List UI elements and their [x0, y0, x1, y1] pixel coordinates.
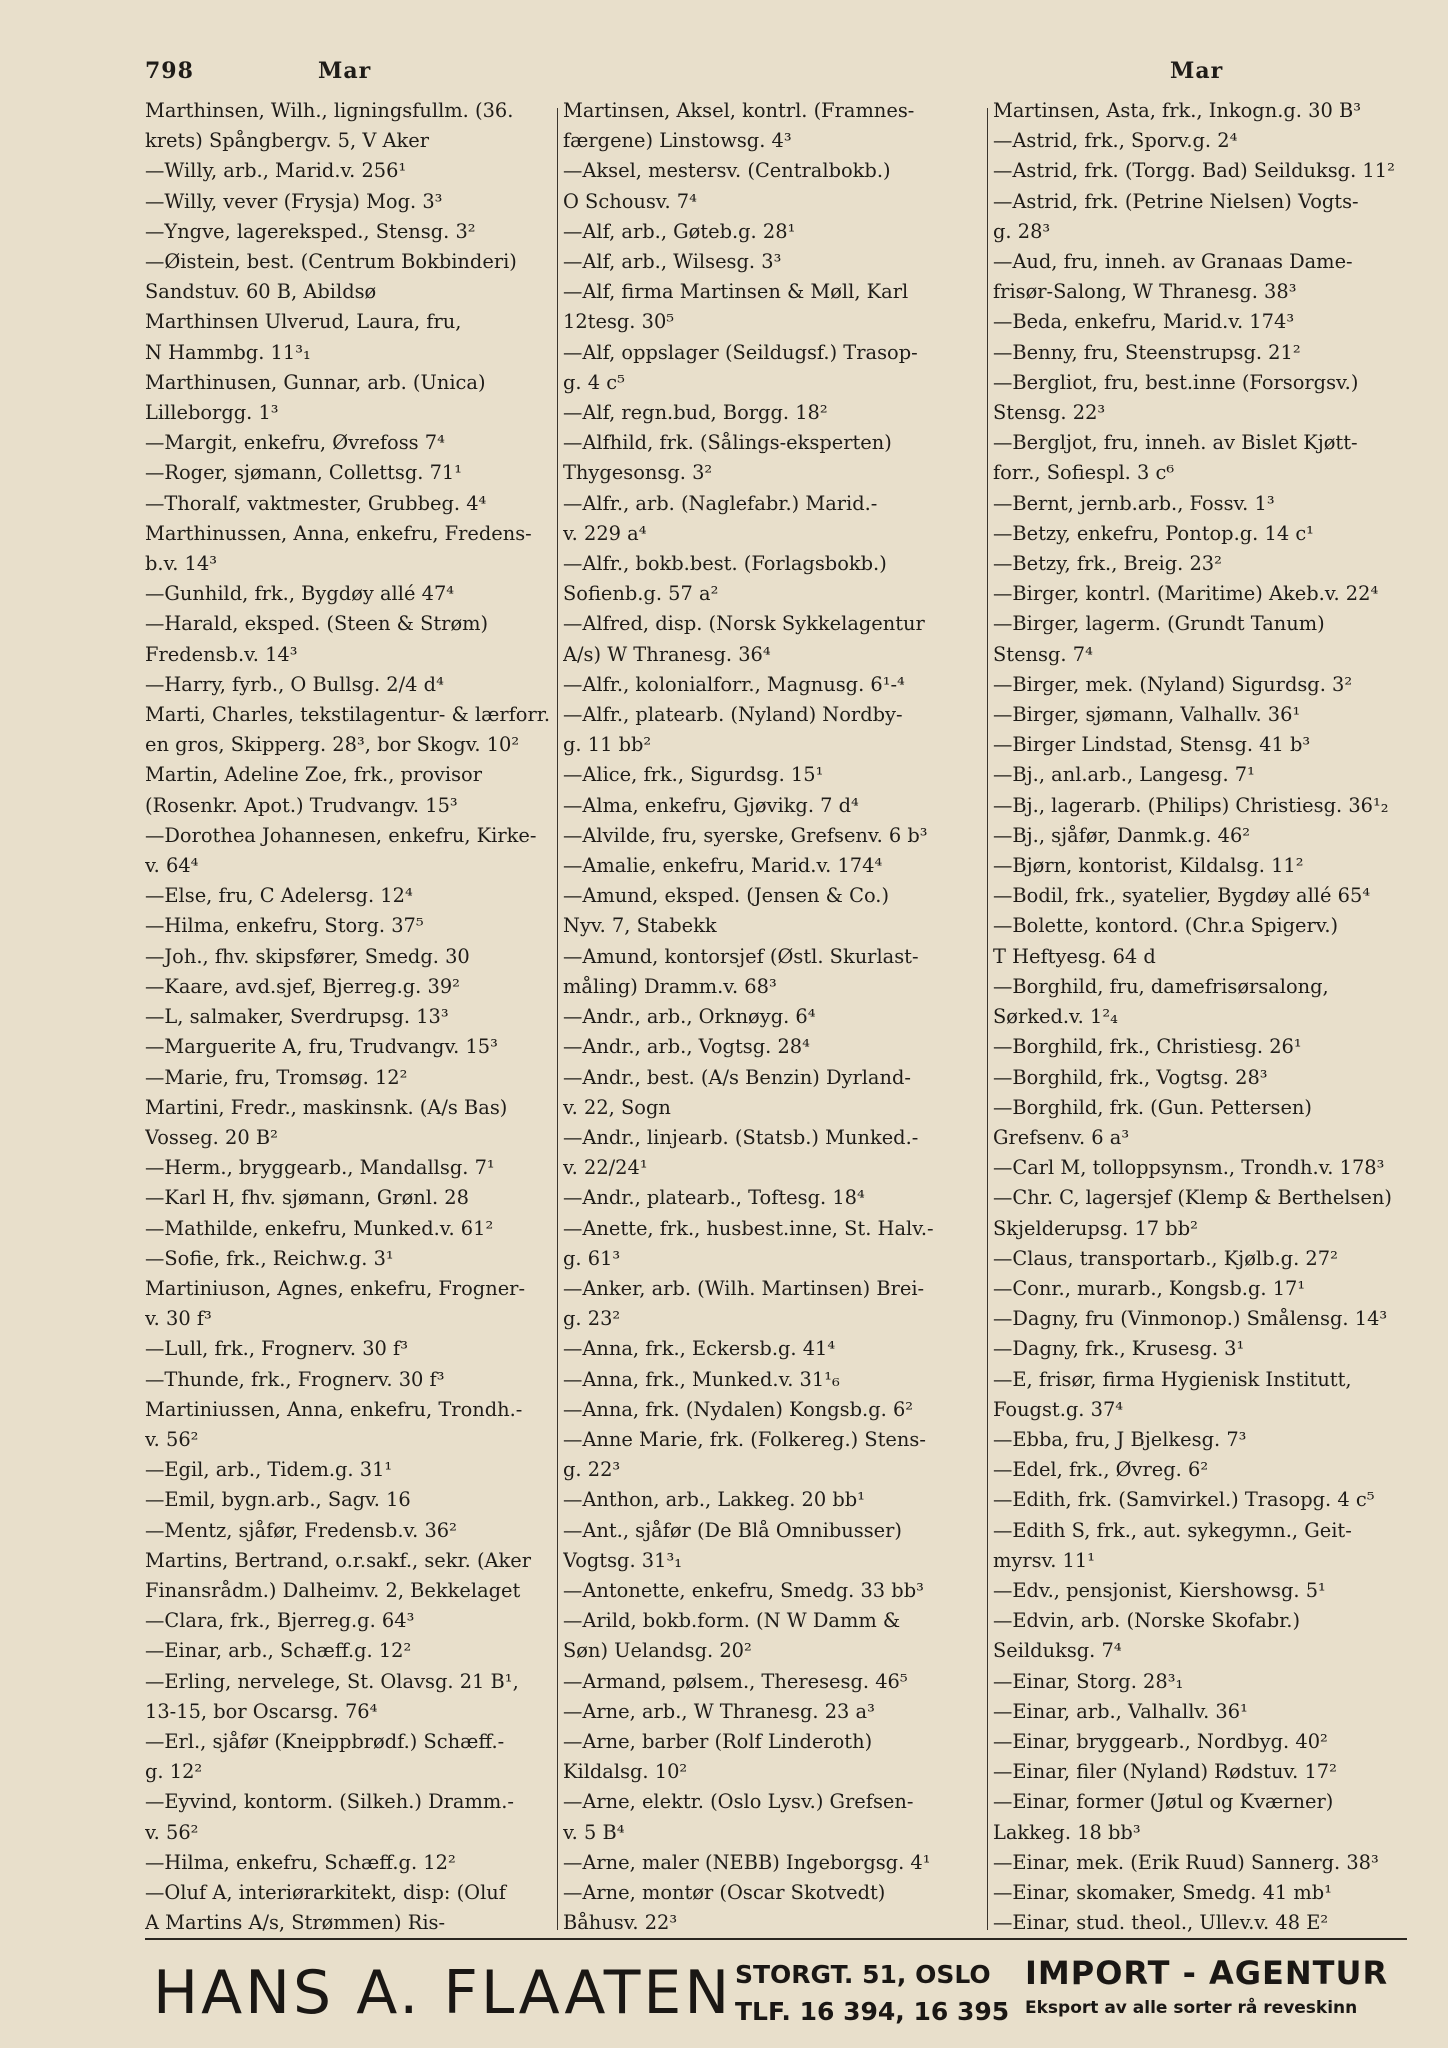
directory-entry-line: —Edel, frk., Øvreg. 6² [993, 1458, 1209, 1482]
directory-entry-line: færgene) Linstowsg. 4³ [563, 129, 792, 153]
directory-entry-line: Nyv. 7, Stabekk [563, 914, 717, 938]
directory-entry-line: —Edith S, frk., aut. sykegymn., Geit- [993, 1518, 1352, 1542]
directory-entry-line: —Borghild, fru, damefrisørsalong, [993, 974, 1329, 998]
directory-entry-line: —Oluf A, interiørarkitekt, disp: (Oluf [145, 1880, 506, 1904]
column-3 [993, 96, 1407, 1934]
directory-entry-line: —Dorothea Johannesen, enkefru, Kirke- [145, 823, 537, 847]
directory-entry-line: måling) Dramm.v. 68³ [563, 974, 777, 998]
directory-entry-line: —Einar, stud. theol., Ullev.v. 48 E² [993, 1911, 1329, 1934]
directory-entry-line: v. 22, Sogn [563, 1095, 671, 1119]
directory-entry-line: —Bj., sjåfør, Danmk.g. 46² [993, 823, 1251, 847]
running-title-right: Mar [1170, 58, 1224, 84]
directory-entry-line: —Aksel, mestersv. (Centralbokb.) [563, 159, 891, 183]
directory-entry-line: —Anna, frk., Munked.v. 31¹₆ [563, 1367, 840, 1391]
directory-entry-line: —Arild, bokb.form. (N W Damm & [563, 1609, 901, 1633]
directory-entry-line: —Ant., sjåfør (De Blå Omnibusser) [563, 1518, 902, 1542]
directory-entry-line: —Betzy, frk., Breig. 23² [993, 552, 1222, 576]
directory-entry-line: —Willy, vever (Frysja) Mog. 3³ [145, 189, 443, 213]
directory-entry-line: —Benny, fru, Steenstrupsg. 21² [993, 340, 1301, 364]
directory-entry-line: —Alma, enkefru, Gjøvikg. 7 d⁴ [563, 793, 859, 817]
directory-entry-line: —Margit, enkefru, Øvrefoss 7⁴ [145, 431, 445, 455]
directory-entry-line: v. 5 B⁴ [563, 1820, 625, 1844]
directory-entry-line: g. 23² [563, 1307, 621, 1331]
directory-entry-line: Seilduksg. 7⁴ [993, 1639, 1122, 1663]
directory-entry-line: —Bj., anl.arb., Langesg. 7¹ [993, 763, 1255, 787]
directory-entry-line: Lilleborgg. 1³ [145, 401, 279, 425]
directory-entry-line: T Heftyesg. 64 d [993, 944, 1156, 968]
directory-entry-line: —Erling, nervelege, St. Olavsg. 21 B¹, [145, 1669, 519, 1693]
directory-entry-line: myrsv. 11¹ [993, 1548, 1095, 1572]
directory-entry-line: Martini, Fredr., maskinsnk. (A/s Bas) [145, 1095, 508, 1119]
page-number: 798 [145, 58, 194, 84]
directory-entry-line: —Armand, pølsem., Theresesg. 46⁵ [563, 1669, 908, 1693]
directory-entry-line: —Bernt, jernb.arb., Fossv. 1³ [993, 491, 1275, 515]
directory-entry-line: —Alice, frk., Sigurdsg. 15¹ [563, 763, 824, 787]
directory-entry-line: —L, salmaker, Sverdrupsg. 13³ [145, 1005, 449, 1029]
directory-entry-line: v. 30 f³ [145, 1307, 212, 1331]
directory-entry-line: —Bodil, frk., syatelier, Bygdøy allé 65⁴ [993, 884, 1371, 908]
directory-entry-line: —Einar, filer (Nyland) Rødstuv. 17² [993, 1760, 1337, 1784]
directory-entry-line: —Herm., bryggearb., Mandallsg. 7¹ [145, 1156, 495, 1180]
directory-entry-line: Båhusv. 22³ [563, 1911, 678, 1934]
advert-import: IMPORT - AGENTUR [1025, 1954, 1389, 1992]
directory-entry-line: g. 22³ [563, 1458, 621, 1482]
directory-entry-line: —Anna, frk. (Nydalen) Kongsb.g. 6² [563, 1397, 914, 1421]
directory-entry-line: Martiniuson, Agnes, enkefru, Frogner- [145, 1276, 526, 1300]
directory-entry-line: Søn) Uelandsg. 20² [563, 1639, 752, 1663]
directory-entry-line: Stensg. 7⁴ [993, 642, 1093, 666]
directory-entry-line: Sofienb.g. 57 a² [563, 582, 719, 606]
directory-entry-line: —Bjørn, kontorist, Kildalsg. 11² [993, 854, 1304, 878]
directory-entry-line: —Birger, lagerm. (Grundt Tanum) [993, 612, 1325, 636]
directory-entry-line: —Joh., fhv. skipsfører, Smedg. 30 [145, 944, 470, 968]
directory-entry-line: —Birger, sjømann, Valhallv. 36¹ [993, 703, 1301, 727]
directory-entry-line: Martins, Bertrand, o.r.sakf., sekr. (Aker [145, 1548, 532, 1572]
directory-entry-line: —Einar, bryggearb., Nordbyg. 40² [993, 1729, 1328, 1753]
directory-entry-line: —Bj., lagerarb. (Philips) Christiesg. 36¹₂ [993, 793, 1389, 817]
advert-address: STORGT. 51, OSLO [735, 1960, 991, 1989]
directory-entry-line: g. 28³ [993, 219, 1051, 243]
directory-entry-line: b.v. 14³ [145, 552, 218, 576]
column-divider [557, 108, 558, 1930]
directory-entry-line: Marti, Charles, tekstilagentur- & lærforr. [145, 703, 551, 727]
directory-entry-line: —E, frisør, firma Hygienisk Institutt, [993, 1367, 1352, 1391]
directory-entry-line: —Aud, fru, inneh. av Granaas Dame- [993, 250, 1353, 274]
directory-entry-line: v. 229 a⁴ [563, 521, 647, 545]
directory-entry-line: —Lull, frk., Frognerv. 30 f³ [145, 1337, 408, 1361]
directory-entry-line: Kildalsg. 10² [563, 1760, 688, 1784]
directory-entry-line: —Alfred, disp. (Norsk Sykkelagentur [563, 612, 925, 636]
directory-entry-line: Sørked.v. 1²₄ [993, 1005, 1118, 1029]
directory-entry-line: —Marie, fru, Tromsøg. 12² [145, 1065, 408, 1089]
directory-entry-line: —Thunde, frk., Frognerv. 30 f³ [145, 1367, 445, 1391]
directory-entry-line: —Andr., best. (A/s Benzin) Dyrland- [563, 1065, 911, 1089]
directory-entry-line: —Bergliot, fru, best.inne (Forsorgsv.) [993, 370, 1359, 394]
directory-entry-line: —Alf, arb., Wilsesg. 3³ [563, 250, 782, 274]
advert-company: HANS A. FLAATEN [153, 1958, 733, 2028]
directory-entry-line: —Else, fru, C Adelersg. 12⁴ [145, 884, 413, 908]
directory-entry-line: g. 4 c⁵ [563, 370, 625, 394]
directory-entry-line: —Eyvind, kontorm. (Silkeh.) Dramm.- [145, 1790, 514, 1814]
directory-entry-line: g. 11 bb² [563, 733, 652, 757]
directory-entry-line: —Thoralf, vaktmester, Grubbeg. 4⁴ [145, 491, 487, 515]
directory-entry-line: —Kaare, avd.sjef, Bjerreg.g. 39² [145, 974, 460, 998]
column-2 [563, 96, 983, 1934]
directory-entry-line: v. 64⁴ [145, 854, 199, 878]
directory-entry-line: —Arne, arb., W Thranesg. 23 a³ [563, 1699, 875, 1723]
directory-entry-line: Marthinussen, Anna, enkefru, Fredens- [145, 521, 532, 545]
directory-entry-line: frisør-Salong, W Thranesg. 38³ [993, 280, 1297, 304]
directory-entry-line: —Astrid, frk., Sporv.g. 2⁴ [993, 129, 1238, 153]
directory-entry-line: —Einar, Storg. 28³₁ [993, 1669, 1184, 1693]
directory-entry-line: —Edith, frk. (Samvirkel.) Trasopg. 4 c⁵ [993, 1488, 1375, 1512]
directory-entry-line: —Mentz, sjåfør, Fredensb.v. 36² [145, 1518, 457, 1542]
directory-entry-line: —Alfr., arb. (Naglefabr.) Marid.- [563, 491, 878, 515]
directory-entry-line: g. 12² [145, 1760, 203, 1784]
directory-entry-line: —Antonette, enkefru, Smedg. 33 bb³ [563, 1578, 924, 1602]
directory-entry-line: —Andr., arb., Orknøyg. 6⁴ [563, 1005, 816, 1029]
directory-entry-line: —Borghild, frk., Vogtsg. 28³ [993, 1065, 1268, 1089]
directory-entry-line: —Anthon, arb., Lakkeg. 20 bb¹ [563, 1488, 865, 1512]
directory-entry-line: —Beda, enkefru, Marid.v. 174³ [993, 310, 1295, 334]
directory-entry-line: —Anna, frk., Eckersb.g. 41⁴ [563, 1337, 836, 1361]
directory-entry-line: —Arne, barber (Rolf Linderoth) [563, 1729, 873, 1753]
directory-entry-line: O Schousv. 7⁴ [563, 189, 697, 213]
directory-entry-line: v. 56² [145, 1427, 199, 1451]
directory-entry-line: —Amalie, enkefru, Marid.v. 174⁴ [563, 854, 883, 878]
directory-entry-line: —Birger, kontrl. (Maritime) Akeb.v. 22⁴ [993, 582, 1379, 606]
directory-entry-line: 12tesg. 30⁵ [563, 310, 675, 334]
directory-entry-line: —Anette, frk., husbest.inne, St. Halv.- [563, 1216, 934, 1240]
directory-entry-line: —Conr., murarb., Kongsb.g. 17¹ [993, 1276, 1306, 1300]
directory-entry-line: —Amund, kontorsjef (Østl. Skurlast- [563, 944, 919, 968]
directory-entry-line: —Birger, mek. (Nyland) Sigurdsg. 3² [993, 672, 1353, 696]
directory-entry-line: —Andr., platearb., Toftesg. 18⁴ [563, 1186, 865, 1210]
column-divider [987, 108, 988, 1930]
directory-entry-line: —Hilma, enkefru, Storg. 37⁵ [145, 914, 424, 938]
directory-entry-line: —Sofie, frk., Reichw.g. 3¹ [145, 1246, 394, 1270]
directory-entry-line: A/s) W Thranesg. 36⁴ [563, 642, 771, 666]
directory-entry-line: en gros, Skipperg. 28³, bor Skogv. 10² [145, 733, 520, 757]
directory-entry-line: —Bolette, kontord. (Chr.a Spigerv.) [993, 914, 1339, 938]
directory-entry-line: —Einar, arb., Schæff.g. 12² [145, 1639, 412, 1663]
directory-entry-line: —Dagny, frk., Krusesg. 3¹ [993, 1337, 1245, 1361]
directory-entry-line: Thygesonsg. 3² [563, 461, 713, 485]
directory-entry-line: Marthinsen Ulverud, Laura, fru, [145, 310, 462, 334]
directory-entry-line: v. 56² [145, 1820, 199, 1844]
directory-entry-line: —Arne, elektr. (Oslo Lysv.) Grefsen- [563, 1790, 914, 1814]
directory-entry-line: —Borghild, frk. (Gun. Pettersen) [993, 1095, 1312, 1119]
advert-contact [735, 1956, 1009, 2030]
directory-entry-line: g. 61³ [563, 1246, 621, 1270]
advert-divider [145, 1938, 1407, 1940]
directory-entry-line: Martiniussen, Anna, enkefru, Trondh.- [145, 1397, 523, 1421]
directory-entry-line: —Hilma, enkefru, Schæff.g. 12² [145, 1850, 456, 1874]
directory-entry-line: —Birger Lindstad, Stensg. 41 b³ [993, 733, 1311, 757]
advert-export: Eksport av alle sorter rå reveskinn [1025, 1998, 1358, 2018]
directory-entry-line: —Alf, firma Martinsen & Møll, Karl [563, 280, 909, 304]
directory-entry-line: —Einar, mek. (Erik Ruud) Sannerg. 38³ [993, 1850, 1379, 1874]
directory-entry-line: —Yngve, lagereksped., Stensg. 3² [145, 219, 476, 243]
directory-entry-line: —Betzy, enkefru, Pontop.g. 14 c¹ [993, 521, 1314, 545]
directory-entry-line: Vosseg. 20 B² [145, 1125, 278, 1149]
directory-entry-line: —Alfr., bokb.best. (Forlagsbokb.) [563, 552, 887, 576]
directory-entry-line: N Hammbg. 11³₁ [145, 340, 311, 364]
directory-entry-line: —Alf, arb., Gøteb.g. 28¹ [563, 219, 796, 243]
directory-entry-line: Finansrådm.) Dalheimv. 2, Bekkelaget [145, 1578, 521, 1602]
directory-entry-line: Marthinusen, Gunnar, arb. (Unica) [145, 370, 486, 394]
directory-entry-line: —Einar, former (Jøtul og Kværner) [993, 1790, 1334, 1814]
directory-entry-line: Martin, Adeline Zoe, frk., provisor [145, 763, 482, 787]
directory-entry-line: Stensg. 22³ [993, 401, 1106, 425]
directory-entry-line: —Astrid, frk. (Petrine Nielsen) Vogts- [993, 189, 1359, 213]
directory-entry-line: —Marguerite A, fru, Trudvangv. 15³ [145, 1035, 498, 1059]
directory-entry-line: v. 22/24¹ [563, 1156, 648, 1180]
directory-entry-line: —Alvilde, fru, syerske, Grefsenv. 6 b³ [563, 823, 928, 847]
directory-entry-line: —Harry, fyrb., O Bullsg. 2/4 d⁴ [145, 672, 444, 696]
directory-entry-line: —Amund, eksped. (Jensen & Co.) [563, 884, 890, 908]
directory-entry-line: —Einar, arb., Valhallv. 36¹ [993, 1699, 1248, 1723]
directory-entry-line: —Andr., linjearb. (Statsb.) Munked.- [563, 1125, 919, 1149]
running-title-left: Mar [318, 58, 372, 84]
directory-entry-line: Martinsen, Aksel, kontrl. (Framnes- [563, 99, 915, 122]
directory-entry-line: —Alfr., platearb. (Nyland) Nordby- [563, 703, 903, 727]
directory-entry-line: —Chr. C, lagersjef (Klemp & Berthelsen) [993, 1186, 1392, 1210]
directory-entry-line: —Karl H, fhv. sjømann, Grønl. 28 [145, 1186, 469, 1210]
directory-entry-line: —Erl., sjåfør (Kneippbrødf.) Schæff.- [145, 1729, 505, 1753]
advert-phone: TLF. 16 394, 16 395 [735, 1997, 1010, 2026]
directory-entry-line: —Alf, regn.bud, Borgg. 18² [563, 401, 828, 425]
directory-entry-line: Fougst.g. 37⁴ [993, 1397, 1124, 1421]
directory-entry-line: —Clara, frk., Bjerreg.g. 64³ [145, 1609, 415, 1633]
directory-entry-line: —Harald, eksped. (Steen & Strøm) [145, 612, 489, 636]
directory-entry-line: —Ebba, fru, J Bjelkesg. 7³ [993, 1427, 1247, 1451]
directory-entry-line: Fredensb.v. 14³ [145, 642, 298, 666]
advertisement [145, 1950, 1407, 2034]
directory-entry-line: —Alfhild, frk. (Sålings-eksperten) [563, 431, 892, 455]
directory-entry-line: forr., Sofiespl. 3 c⁶ [993, 461, 1175, 485]
directory-entry-line: —Egil, arb., Tidem.g. 31¹ [145, 1458, 393, 1482]
directory-entry-line: Grefsenv. 6 a³ [993, 1125, 1130, 1149]
directory-entry-line: —Anker, arb. (Wilh. Martinsen) Brei- [563, 1276, 925, 1300]
directory-entry-line: Skjelderupsg. 17 bb² [993, 1216, 1198, 1240]
directory-entry-line: —Anne Marie, frk. (Folkereg.) Stens- [563, 1427, 926, 1451]
directory-entry-line: —Arne, montør (Oscar Skotvedt) [563, 1880, 886, 1904]
directory-entry-line: —Claus, transportarb., Kjølb.g. 27² [993, 1246, 1338, 1270]
directory-entry-line: —Bergljot, fru, inneh. av Bislet Kjøtt- [993, 431, 1358, 455]
directory-entry-line: Vogtsg. 31³₁ [563, 1548, 683, 1572]
directory-entry-line: A Martins A/s, Strømmen) Ris- [145, 1911, 446, 1934]
directory-entry-line: —Carl M, tolloppsynsm., Trondh.v. 178³ [993, 1156, 1385, 1180]
directory-entry-line: —Roger, sjømann, Collettsg. 71¹ [145, 461, 463, 485]
directory-entry-line: —Øistein, best. (Centrum Bokbinderi) [145, 250, 517, 274]
directory-entry-line: —Dagny, fru (Vinmonop.) Smålensg. 14³ [993, 1307, 1388, 1331]
directory-entry-line: —Edv., pensjonist, Kiershowsg. 5¹ [993, 1578, 1326, 1602]
directory-entry-line: —Emil, bygn.arb., Sagv. 16 [145, 1488, 411, 1512]
directory-entry-line: —Astrid, frk. (Torgg. Bad) Seilduksg. 11² [993, 159, 1395, 183]
column-1 [145, 96, 553, 1934]
directory-entry-line: —Mathilde, enkefru, Munked.v. 61² [145, 1216, 494, 1240]
directory-entry-line: —Alfr., kolonialforr., Magnusg. 6¹-⁴ [563, 672, 905, 696]
directory-entry-line: —Gunhild, frk., Bygdøy allé 47⁴ [145, 582, 455, 606]
directory-entry-line: —Andr., arb., Vogtsg. 28⁴ [563, 1035, 810, 1059]
directory-entry-line: krets) Spångbergv. 5, V Aker [145, 129, 430, 153]
directory-entry-line: (Rosenkr. Apot.) Trudvangv. 15³ [145, 793, 458, 817]
directory-entry-line: —Edvin, arb. (Norske Skofabr.) [993, 1609, 1301, 1633]
directory-entry-line: —Arne, maler (NEBB) Ingeborgsg. 4¹ [563, 1850, 931, 1874]
directory-entry-line: —Borghild, frk., Christiesg. 26¹ [993, 1035, 1302, 1059]
directory-entry-line: Martinsen, Asta, frk., Inkogn.g. 30 B³ [993, 99, 1361, 122]
directory-entry-line: —Alf, oppslager (Seildugsf.) Trasop- [563, 340, 918, 364]
directory-entry-line: Marthinsen, Wilh., ligningsfullm. (36. [145, 99, 514, 122]
directory-entry-line: —Einar, skomaker, Smedg. 41 mb¹ [993, 1880, 1332, 1904]
directory-entry-line: Lakkeg. 18 bb³ [993, 1820, 1141, 1844]
directory-entry-line: 13-15, bor Oscarsg. 76⁴ [145, 1699, 378, 1723]
directory-entry-line: —Willy, arb., Marid.v. 256¹ [145, 159, 407, 183]
directory-entry-line: Sandstuv. 60 B, Abildsø [145, 280, 377, 304]
